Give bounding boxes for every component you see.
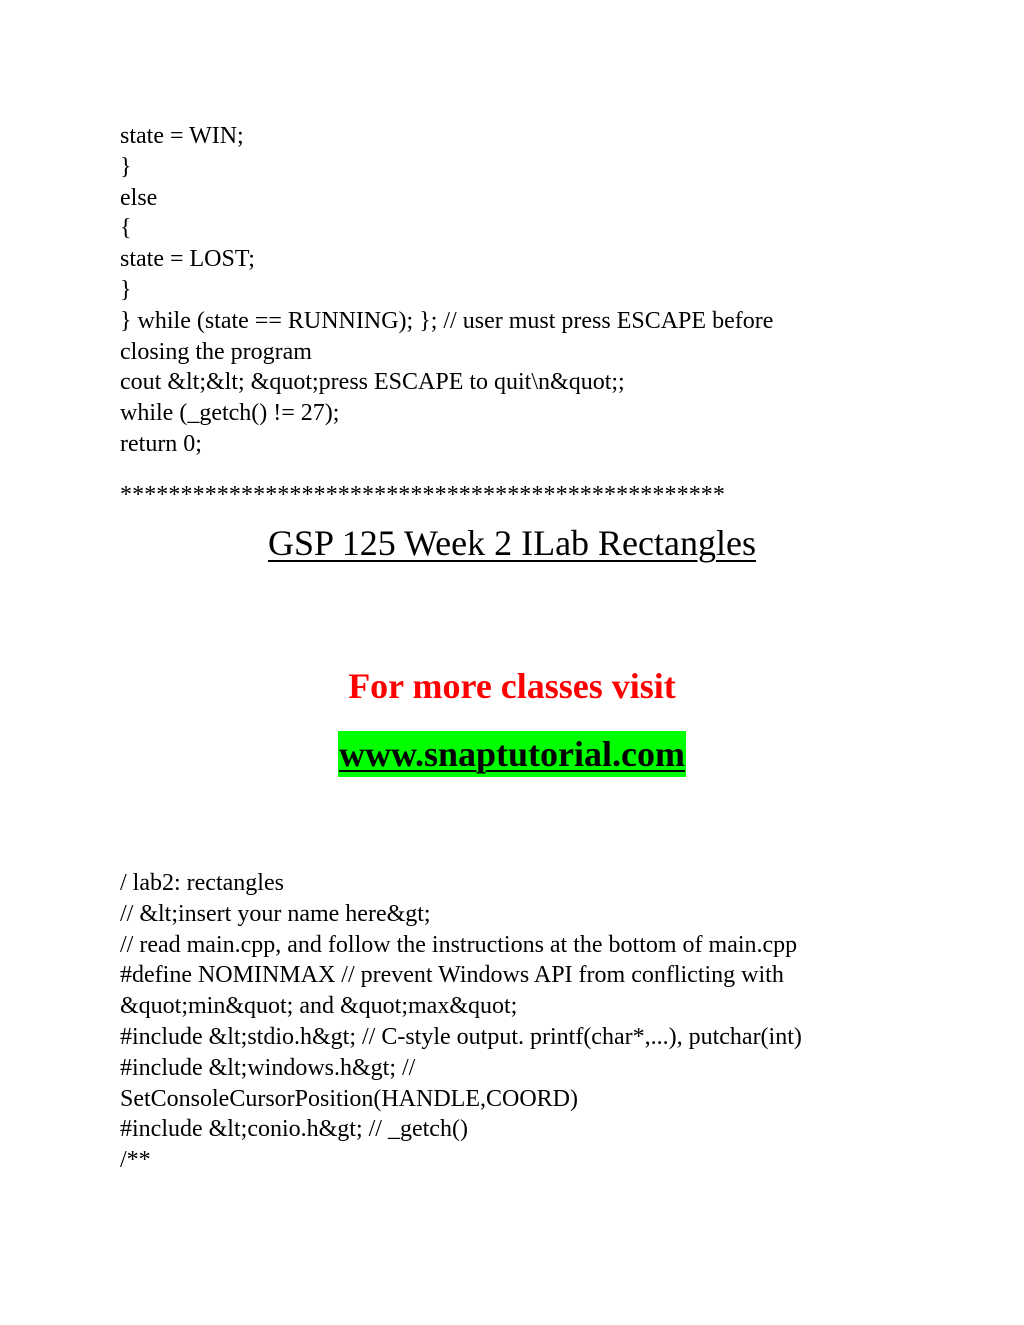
code-line: while (_getch() != 27); xyxy=(120,400,340,427)
code-line: /** xyxy=(120,1147,151,1174)
code-line: #include &lt;stdio.h&gt; // C-style output. printf(char*,...), putchar(int) xyxy=(120,1023,802,1050)
code-line: else xyxy=(120,184,158,211)
code-line: } xyxy=(120,276,132,303)
promo-text: For more classes visit xyxy=(348,666,676,706)
code-line: #include &lt;windows.h&gt; // xyxy=(120,1054,416,1081)
code-line: #include &lt;conio.h&gt; // _getch() xyxy=(120,1116,468,1143)
code-line: / lab2: rectangles xyxy=(120,870,284,896)
separator-stars: ************************************************** xyxy=(120,482,725,508)
code-line: // &lt;insert your name here&gt; xyxy=(120,900,431,927)
code-snippet-top xyxy=(120,121,900,460)
page-title-text: GSP 125 Week 2 ILab Rectangles xyxy=(267,523,756,563)
code-line: // read main.cpp, and follow the instructions at the bottom of main.cpp xyxy=(120,931,798,958)
code-line: } while (state == RUNNING); }; // user must press ESCAPE before xyxy=(120,307,774,334)
snaptutorial-link[interactable]: www.snaptutorial.com xyxy=(338,731,686,777)
code-line: state = WIN; xyxy=(120,123,244,149)
promo-link-container xyxy=(0,731,1024,777)
code-line: state = LOST; xyxy=(120,246,255,273)
code-line: } xyxy=(120,153,132,180)
code-line: return 0; xyxy=(120,430,202,457)
code-line: #define NOMINMAX // prevent Windows API from conflicting with xyxy=(120,962,784,989)
code-line: &quot;min&quot; and &quot;max&quot; xyxy=(120,993,518,1020)
code-line: cout &lt;&lt; &quot;press ESCAPE to quit\n&quot;; xyxy=(120,369,625,396)
code-line: closing the program xyxy=(120,338,312,365)
code-line: SetConsoleCursorPosition(HANDLE,COORD) xyxy=(120,1085,579,1112)
code-snippet-bottom xyxy=(120,868,900,1176)
page-title xyxy=(0,521,1024,565)
code-line: { xyxy=(120,215,132,242)
